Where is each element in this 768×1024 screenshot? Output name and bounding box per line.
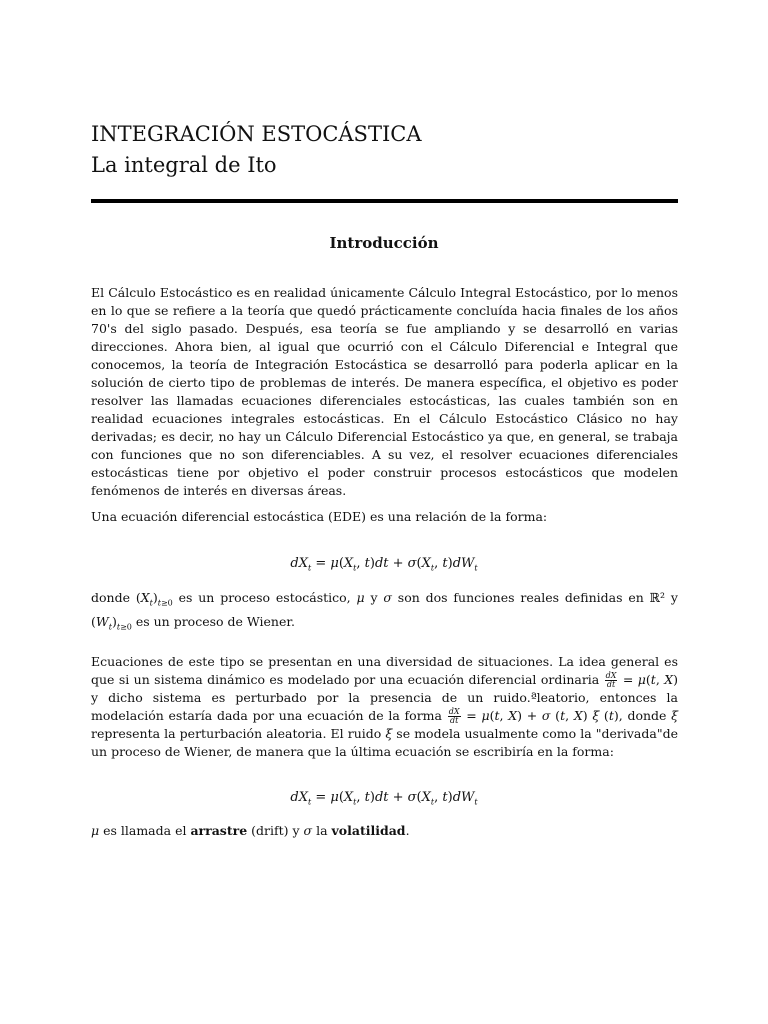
- math-sigma: σ: [383, 590, 392, 605]
- math-sigma: σ: [303, 823, 313, 838]
- paragraph-process-description: [91, 589, 678, 636]
- text-fragment: es un proceso de Wiener.: [131, 613, 295, 629]
- math-mu: μ: [91, 823, 100, 838]
- text-fragment: donde: [91, 590, 136, 605]
- paragraph-noise-model: [91, 653, 678, 761]
- text-fragment: (drift) y: [247, 823, 304, 838]
- math-ode: $\frac{dX}{dt}$ = μ(t, X): [605, 671, 678, 689]
- text-fragment: es llamada el: [99, 823, 191, 838]
- math-r2: ℝ²: [649, 590, 666, 605]
- math-xt-process: $(X_t)_{t\ge 0}$: [135, 590, 173, 608]
- text-fragment: la: [312, 823, 332, 838]
- text-fragment: y: [665, 590, 678, 605]
- document-title: INTEGRACIÓN ESTOCÁSTICA: [91, 122, 422, 146]
- text-fragment: y dicho sistema es perturbado por la presencia de un ruido.ªleatorio, entonces la modelación estaría dada por una ecuación de la forma: [91, 690, 678, 723]
- math-mu: μ: [356, 590, 365, 605]
- math-wt-process: $(W_t)_{t\ge 0}$: [91, 613, 132, 631]
- paragraph-drift-volatility: [91, 822, 678, 840]
- term-arrastre: arrastre: [190, 823, 248, 838]
- math-perturbed-ode: $\frac{dX}{dt}$ = μ(t, X) + σ (t, X) ξ (t): [448, 707, 619, 725]
- paragraph-intro: El Cálculo Estocástico es en realidad únicamente Cálculo Integral Estocástico, por lo menos en lo que se refiere a la teoría que quedó prácticamente concluída hacia finales de los años 70's del siglo pasado. Después, esa teoría se fue ampliando y se desarrolló en varias direcciones. Ahora bien, al igual que ocurrió con el Cálculo Diferencial e Integral que conocemos, la teoría de Integración Estocástica se desarrolló para poderla aplicar en la solución de cierto tipo de problemas de interés. De manera específica, el objetivo es poder resolver las llamadas ecuaciones diferenciales estocásticas, las cuales también son en realidad ecuaciones integrales estocásticas. En el Cálculo Estocástico Clásico no hay derivadas; es decir, no hay un Cálculo Diferencial Estocástico ya que, en general, se trabaja con funciones que no son diferenciables. A su vez, el resolver ecuaciones diferenciales estocásticas tiene por objetivo el poder construir procesos estocásticos que modelen fenómenos de interés en diversas áreas.: [91, 285, 678, 498]
- text-fragment: representa la perturbación aleatoria. El ruido: [91, 726, 386, 741]
- text-fragment: .: [405, 823, 410, 838]
- text-fragment: es un proceso estocástico,: [172, 590, 357, 605]
- section-heading-introduccion: Introducción: [329, 234, 439, 252]
- text-fragment: son dos funciones reales definidas en: [391, 590, 650, 605]
- paragraph-ede-definition: Una ecuación diferencial estocástica (EDE) es una relación de la forma:: [91, 509, 548, 524]
- equation-sde-1: $dX_t = \mu(X_t$, $t)dt + \sigma(X_t$, $t)dW_t$: [290, 556, 478, 573]
- text-fragment: y: [364, 590, 384, 605]
- equation-sde-2: $dX_t = \mu(X_t$, $t)dt + \sigma(X_t$, $t)dW_t$: [290, 790, 478, 807]
- text-fragment: Ecuaciones de este tipo se presentan en una diversidad de situaciones. La idea general es que si un sistema dinámico es modelado por una ecuación diferencial ordinaria: [91, 654, 678, 687]
- text-fragment: se modela usualmente como la "derivada"de un proceso de Wiener, de manera que la última ecuación se escribiría en la forma:: [91, 726, 678, 759]
- title-rule: [91, 199, 678, 203]
- math-xi: ξ: [385, 726, 393, 741]
- math-xi: ξ: [671, 708, 679, 723]
- text-fragment: , donde: [618, 708, 672, 723]
- document-subtitle: La integral de Ito: [91, 153, 277, 177]
- term-volatilidad: volatilidad: [331, 823, 406, 838]
